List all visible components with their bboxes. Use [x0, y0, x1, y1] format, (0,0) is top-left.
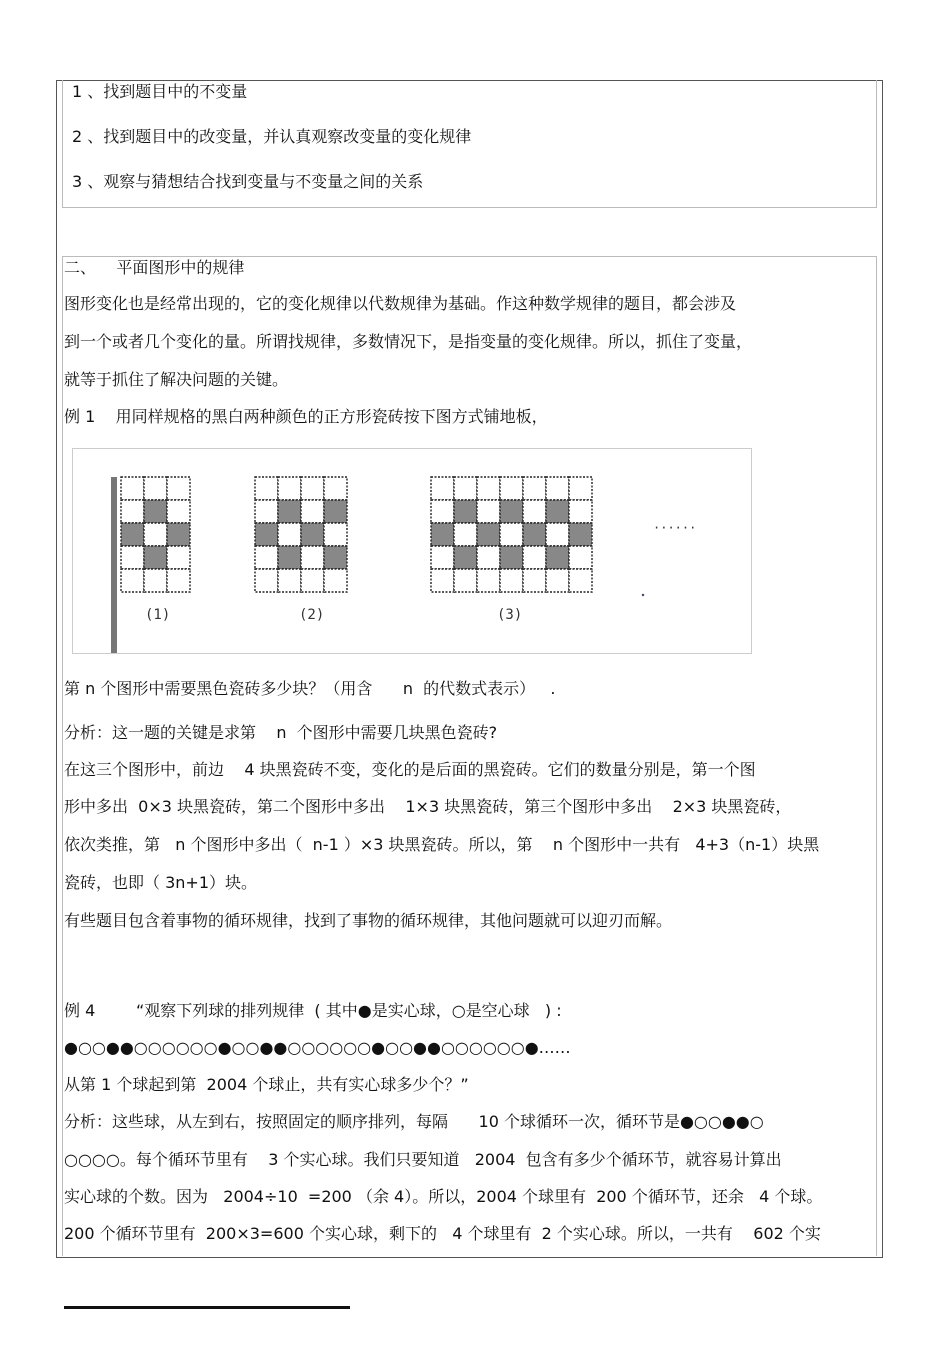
white-tile: [324, 477, 347, 500]
black-tile: [454, 546, 477, 569]
white-tile: [546, 569, 569, 592]
black-tile: [121, 523, 144, 546]
tile-figure: [72, 448, 752, 654]
example-1: 例 1 用同样规格的黑白两种颜色的正方形瓷砖按下图方式铺地板，: [64, 407, 548, 426]
black-tile: [546, 500, 569, 523]
white-tile: [431, 477, 454, 500]
white-tile: [167, 546, 190, 569]
black-tile: [477, 523, 500, 546]
section-heading: 二、 平面图形中的规律: [64, 258, 245, 277]
white-tile: [569, 569, 592, 592]
white-tile: [523, 546, 546, 569]
white-tile: [301, 569, 324, 592]
figure-bar: [111, 477, 117, 653]
white-tile: [301, 546, 324, 569]
analysis-line: 依次类推，第 n 个图形中多出（ n-1 ）×3 块黑瓷砖。所以，第 n 个图形中一共有 4+3（n-1）块黑: [64, 835, 820, 854]
white-tile: [431, 569, 454, 592]
tile-pattern-3: [431, 477, 592, 592]
white-tile: [454, 569, 477, 592]
step-3: 3 、观察与猜想结合找到变量与不变量之间的关系: [72, 172, 424, 191]
white-tile: [324, 569, 347, 592]
white-tile: [324, 523, 347, 546]
black-tile: [144, 546, 167, 569]
tile-pattern-2: [255, 477, 347, 592]
white-tile: [278, 569, 301, 592]
example-4-line: 200 个循环节里有 200×3=600 个实心球，剩下的 4 个球里有 2 个实心球。所以，一共有 602 个实: [64, 1224, 821, 1243]
white-tile: [500, 569, 523, 592]
white-tile: [167, 569, 190, 592]
white-tile: [477, 546, 500, 569]
black-tile: [255, 523, 278, 546]
white-tile: [477, 569, 500, 592]
black-tile: [500, 500, 523, 523]
white-tile: [477, 477, 500, 500]
black-tile: [523, 523, 546, 546]
white-tile: [255, 500, 278, 523]
para-line: 图形变化也是经常出现的，它的变化规律以代数规律为基础。作这种数学规律的题目，都会涉及: [64, 294, 737, 313]
para-line: 到一个或者几个变化的量。所谓找规律，多数情况下，是指变量的变化规律。所以，抓住了变量，: [64, 332, 753, 351]
black-tile: [569, 523, 592, 546]
caption-3: (3): [497, 607, 523, 623]
white-tile: [144, 569, 167, 592]
caption-1: (1): [145, 607, 171, 623]
white-tile: [500, 477, 523, 500]
tile-figure-svg: [73, 449, 751, 653]
black-tile: [431, 523, 454, 546]
white-tile: [121, 546, 144, 569]
white-tile: [255, 569, 278, 592]
white-tile: [255, 477, 278, 500]
white-tile: [167, 500, 190, 523]
ellipsis: ······: [653, 521, 697, 535]
step-2: 2 、找到题目中的改变量，并认真观察改变量的变化规律: [72, 127, 472, 146]
analysis-line: 在这三个图形中，前边 4 块黑瓷砖不变，变化的是后面的黑瓷砖。它们的数量分别是，第一个图: [64, 760, 756, 779]
para-line: 就等于抓住了解决问题的关键。: [64, 370, 289, 389]
example-4-line: ○○○○。每个循环节里有 3 个实心球。我们只要知道 2004 包含有多少个循环节，就容易计算出: [64, 1150, 782, 1169]
white-tile: [523, 500, 546, 523]
black-tile: [301, 523, 324, 546]
tile-pattern-1: [121, 477, 190, 592]
white-tile: [431, 500, 454, 523]
ball-sequence: ●○○●●○○○○○○●○○●●○○○○○○●○○●●○○○○○○●……: [64, 1038, 571, 1057]
white-tile: [546, 477, 569, 500]
white-tile: [500, 523, 523, 546]
black-tile: [546, 546, 569, 569]
white-tile: [255, 546, 278, 569]
black-tile: [324, 546, 347, 569]
white-tile: [523, 477, 546, 500]
white-tile: [301, 477, 324, 500]
black-tile: [500, 546, 523, 569]
black-tile: [167, 523, 190, 546]
white-tile: [569, 477, 592, 500]
white-tile: [121, 477, 144, 500]
white-tile: [569, 546, 592, 569]
white-tile: [167, 477, 190, 500]
example-4-line: 例 4 “观察下列球的排列规律 ( 其中●是实心球，○是空心球 ) :: [64, 1001, 562, 1020]
step-1: 1 、找到题目中的不变量: [72, 82, 248, 101]
black-tile: [278, 500, 301, 523]
analysis-line: 分析：这一题的关键是求第 n 个图形中需要几块黑色瓷砖?: [64, 723, 498, 742]
footer-rule: [64, 1306, 350, 1309]
black-tile: [278, 546, 301, 569]
analysis-line: 有些题目包含着事物的循环规律，找到了事物的循环规律，其他问题就可以迎刃而解。: [64, 911, 673, 930]
white-tile: [477, 500, 500, 523]
dot: [642, 594, 644, 596]
section-box: [62, 256, 877, 1256]
white-tile: [454, 523, 477, 546]
example-4-line: 分析：这些球，从左到右，按照固定的顺序排列，每隔 10 个球循环一次，循环节是●○○●●○: [64, 1112, 764, 1131]
white-tile: [278, 477, 301, 500]
white-tile: [523, 569, 546, 592]
white-tile: [121, 500, 144, 523]
white-tile: [454, 477, 477, 500]
white-tile: [569, 500, 592, 523]
white-tile: [121, 569, 144, 592]
example-4-line: 从第 1 个球起到第 2004 个球止，共有实心球多少个？”: [64, 1075, 469, 1094]
black-tile: [324, 500, 347, 523]
white-tile: [431, 546, 454, 569]
white-tile: [144, 477, 167, 500]
white-tile: [144, 523, 167, 546]
white-tile: [301, 500, 324, 523]
caption-2: (2): [299, 607, 325, 623]
black-tile: [144, 500, 167, 523]
example-4-line: 实心球的个数。因为 2004÷10 =200 （余 4）。所以，2004 个球里有 200 个循环节，还余 4 个球。: [64, 1187, 823, 1206]
analysis-line: 形中多出 0×3 块黑瓷砖，第二个图形中多出 1×3 块黑瓷砖，第三个图形中多出 2×3 块黑瓷砖，: [64, 797, 792, 816]
analysis-line: 瓷砖，也即（ 3n+1）块。: [64, 873, 257, 892]
black-tile: [454, 500, 477, 523]
white-tile: [546, 523, 569, 546]
question: 第 n 个图形中需要黑色瓷砖多少块？（用含 n 的代数式表示） .: [64, 679, 556, 698]
white-tile: [278, 523, 301, 546]
